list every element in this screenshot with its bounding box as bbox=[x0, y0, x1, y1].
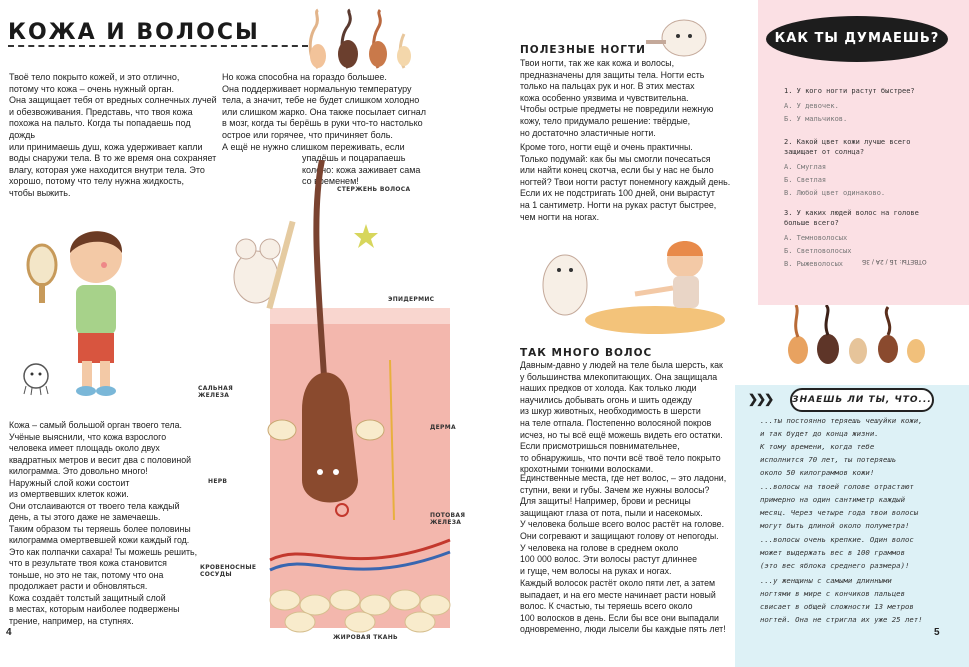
intro-paragraph-2-tail: упадёшь и поцарапаешь колено: кожа заживает сама со временем! bbox=[302, 153, 421, 187]
fact-2: ...волосы на твоей голове отрастают примерно на один сантиметр каждый месяц. Через четыре года твои волосы могут быть длиной около полуметра! bbox=[760, 482, 919, 530]
quiz-q2-option-b: Б. Светлая bbox=[784, 176, 827, 184]
bear-creature-illustration bbox=[638, 12, 718, 62]
quiz-q3-option-b: Б. Светловолосых bbox=[784, 247, 852, 255]
quiz-q1-option-b: Б. У мальчиков. bbox=[784, 115, 848, 123]
nails-heading: ПОЛЕЗНЫЕ НОГТИ bbox=[520, 44, 646, 56]
label-dermis: ДЕРМА bbox=[430, 424, 456, 431]
nails-paragraph-2: Кроме того, ногти ещё и очень практичны. Только подумай: как бы мы смогли почесаться или найти конец скотча, если бы у нас не было ногтей? Твои ногти растут понемногу каждый день. Если их не подстригать 100 дней, они вырастут на 1 сантиметр. Ногти на руках растут быстрее, чем ногти на ногах. bbox=[520, 142, 731, 222]
quiz-question-2: 2. Какой цвет кожи лучше всего защищает от солнца? bbox=[784, 138, 911, 156]
fact-3: ...волосы очень крепкие. Один волос может выдержать вес в 100 граммов (это вес яблока среднего размера)! bbox=[760, 535, 914, 570]
page-number-right: 5 bbox=[934, 627, 940, 638]
hair-paragraph-1: Давным-давно у людей на теле была шерсть, как у большинства млекопитающих. Она защищала наших предков от холода. Как только люди научились добывать огонь и шить одежду из шкур животных, необходимость в шерсти на теле отпала. Постепенно волосяной покров исчез, но ты всё ещё можешь видеть его остатки. Если присмотришься повнимательнее, то обнаружишь, что почти всё твоё тело покрыто крохотными тонкими волосками. bbox=[520, 360, 723, 475]
intro-paragraph-2: Но кожа способна на гораздо большее. Она поддерживает нормальную температуру тела, а значит, тебе не будет слишком холодно или слишком жарко. Она также посылает сигнал в мозг, когда ты берёшь в руки что-то настолько острое или горячее, что причиняет боль. А ещё не нужно слишком переживать, если bbox=[222, 72, 427, 152]
quiz-answers: ОТВЕТЫ: 1Б / 2А / 3Б bbox=[862, 258, 927, 265]
page-number-left: 4 bbox=[6, 627, 12, 638]
page-title: КОЖА И ВОЛОСЫ bbox=[8, 20, 260, 45]
quiz-q1-option-a: А. У девочек. bbox=[784, 102, 839, 110]
label-sebaceous-gland: САЛЬНАЯ ЖЕЛЕЗА bbox=[198, 385, 233, 399]
quiz-question-3: 3. У каких людей волос на голове больше всего? bbox=[784, 209, 919, 227]
quiz-question-1: 1. У кого ногти растут быстрее? bbox=[784, 87, 915, 95]
hair-follicles-illustration bbox=[300, 8, 420, 70]
label-epidermis: ЭПИДЕРМИС bbox=[388, 296, 435, 303]
quiz-q2-option-a: А. Смуглая bbox=[784, 163, 827, 171]
mouse-with-ruler-illustration bbox=[216, 215, 306, 315]
fact-4: ...у женщины с самыми длинными ногтями в мире с кончиков пальцев свисает в общей сложности 13 метров ногтей. Она не стригла их уже 25 лет! bbox=[760, 576, 923, 624]
title-divider bbox=[8, 45, 308, 47]
label-nerve: НЕРВ bbox=[208, 478, 228, 485]
hair-heading: ТАК МНОГО ВОЛОС bbox=[520, 347, 653, 359]
chevron-right-icon: ❯❯❯ bbox=[748, 392, 773, 406]
quiz-title: КАК ТЫ ДУМАЕШЬ? bbox=[766, 16, 948, 62]
label-sweat-gland: ПОТОВАЯ ЖЕЛЕЗА bbox=[430, 512, 466, 526]
facts-title: ЗНАЕШЬ ЛИ ТЫ, ЧТО... bbox=[790, 388, 934, 412]
hair-follicle-characters-illustration bbox=[770, 305, 930, 370]
hair-paragraph-2: Единственные места, где нет волос, – это ладони, ступни, веки и губы. Зачем же нужны волосы? Для защиты! Например, брови и ресницы защищают глаза от пота, пыли и насекомых. У человека больше всего волос растёт на голове. Они согревают и защищают голову от непогоды. У человека на голове в среднем около 100 000 волос. Эти волосы растут длиннее и гуще, чем волосы на руках и ногах. bbox=[520, 473, 727, 576]
label-hair-shaft: СТЕРЖЕНЬ ВОЛОСА bbox=[337, 186, 411, 193]
quiz-q3-option-c: В. Рыжеволосых bbox=[784, 260, 844, 268]
intro-paragraph-1: Твоё тело покрыто кожей, и это отлично, потому что кожа – очень нужный орган. Она защищает тебя от вредных солнечных лучей и обезвоживания. Представь, что твоя кожа похожа на пальто. Когда ты попадаешь под дождь или принимаешь душ, кожа удерживает капли воды снаружи тела. В то же время она сохраняет влагу, которая уже находится внутри тела. Это хорошо, потому что телу нужна жидкость, чтобы выжить. bbox=[9, 72, 217, 198]
small-cell-creature-illustration bbox=[18, 360, 54, 396]
skin-facts-paragraph: Кожа – самый большой орган твоего тела. Учёные выяснили, что кожа взрослого человека имеет площадь около двух квадратных метров и весит два с половиной килограмма. Это довольно много! Наружный слой кожи состоит из омертвевших клеток кожи. Они отслаиваются от твоего тела каждый день, а ты этого даже не замечаешь. Таким образом ты теряешь более половины килограмма омертвевшей кожи каждый год. Это как полпачки сахара! Ты можешь решить, что в результате твоя кожа становится тоньше, но это не так, потому что она продолжает расти и обновляться. Кожа создаёт толстый защитный слой в местах, которым наиболее подвержены трение, например, на ступнях. bbox=[9, 420, 198, 626]
quiz-q3-option-a: А. Темноволосых bbox=[784, 234, 848, 242]
star-icon bbox=[353, 223, 379, 249]
girl-and-creature-illustration bbox=[525, 230, 725, 340]
label-fat-tissue: ЖИРОВАЯ ТКАНЬ bbox=[333, 634, 398, 641]
nails-paragraph-1: Твои ногти, так же как кожа и волосы, предназначены для защиты тела. Ногти есть только на пальцах рук и ног. В этих местах кожа особенно уязвима и чувствительна. Чтобы острые предметы не повредили нежную кожу, тело придумало решение: твёрдые, но достаточно эластичные ногти. bbox=[520, 58, 714, 138]
label-blood-vessels: КРОВЕНОСНЫЕ СОСУДЫ bbox=[200, 564, 257, 578]
hair-paragraph-3: Каждый волосок растёт около пяти лет, а затем выпадает, и на его месте начинает расти новый волос. К счастью, ты теряешь всего около 100 волосков в день. Если бы все они выпадали одновременно, люди лысели бы каждые пять лет! bbox=[520, 578, 726, 635]
quiz-q2-option-c: В. Любой цвет одинаково. bbox=[784, 189, 886, 197]
fact-1: ...ты постоянно теряешь чешуйки кожи, и так будет до конца жизни. К тому времени, когда тебе исполнится 70 лет, ты потеряешь около 50 килограммов кожи! bbox=[760, 416, 923, 477]
